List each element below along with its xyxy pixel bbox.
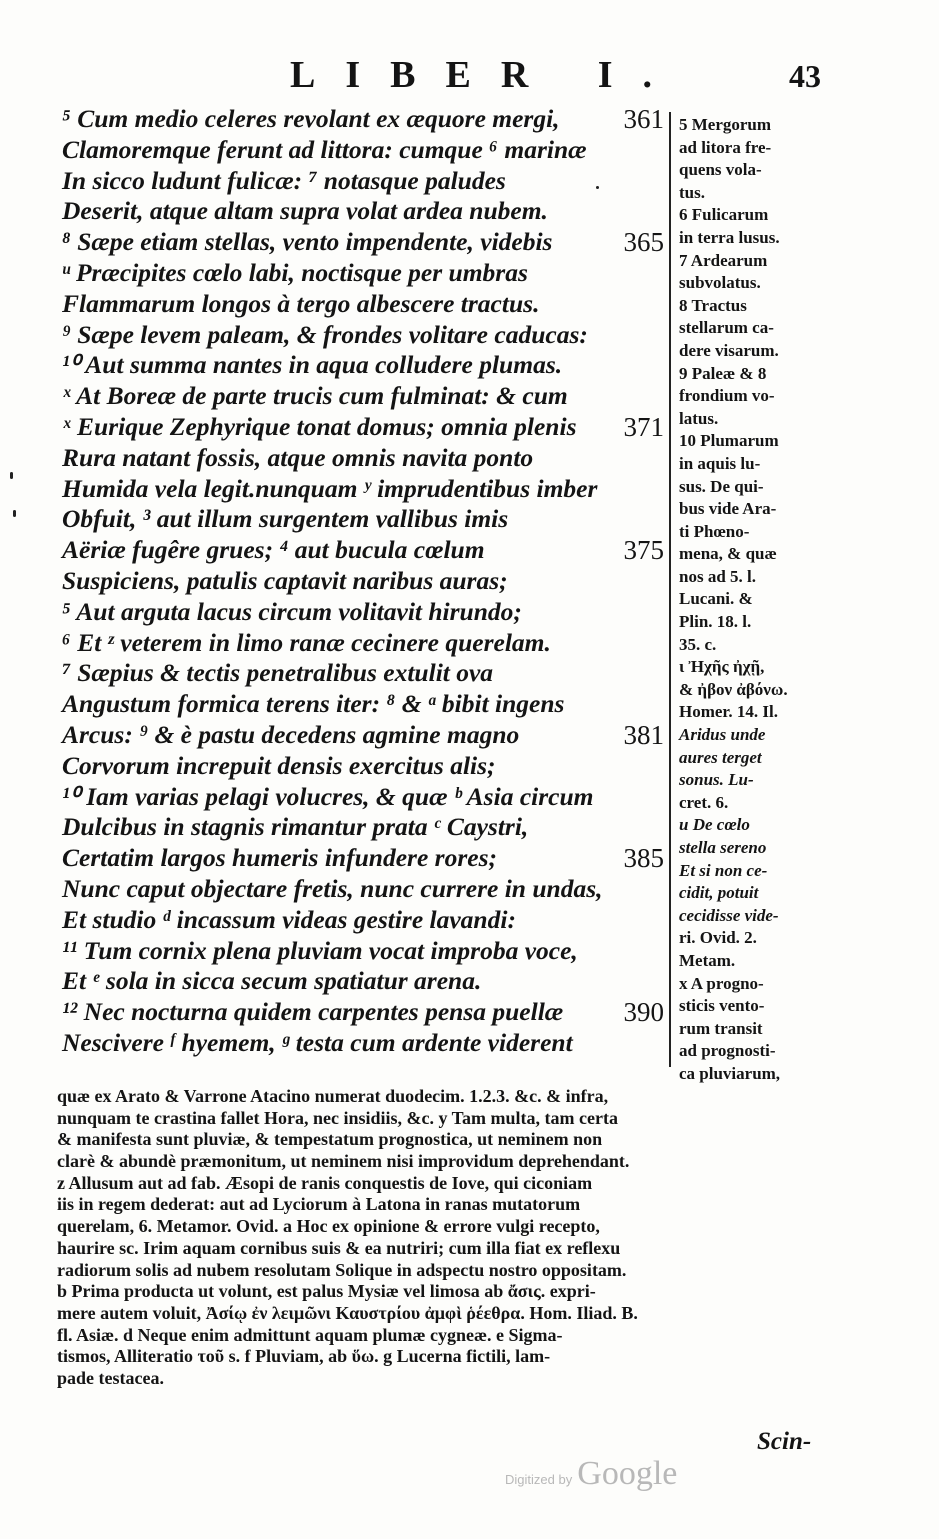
- running-title: LIBER I.: [290, 54, 683, 96]
- verse-line: [62, 412, 662, 443]
- margin-note-line: sus. De qui-: [679, 476, 764, 496]
- verse-number: 390: [623, 997, 664, 1028]
- verse-line: [62, 258, 662, 289]
- page-number: 43: [789, 58, 821, 94]
- verse-text: Obfuit, ³ aut illum surgentem vallibus imis: [62, 504, 509, 534]
- verse-text: Aëriæ fugêre grues; ⁴ aut bucula cœlum: [62, 535, 485, 565]
- footnote-line: nunquam te crastina fallet Hora, nec insidiis, &c. y Tam multa, tam certa: [57, 1107, 618, 1128]
- verse-text: Deserit, atque altam supra volat ardea nubem.: [62, 196, 548, 226]
- margin-note-line: ɩ Ἠχῆς ἠχῇ,: [679, 657, 765, 677]
- verse-line: [62, 812, 662, 843]
- margin-note-line: stellarum ca-: [679, 318, 774, 338]
- verse-text: ⁹ Sæpe levem paleam, & frondes volitare caducas:: [62, 319, 588, 349]
- verse-text: ˣ Eurique Zephyrique tonat domus; omnia plenis: [62, 411, 577, 441]
- verse-number: 371: [623, 411, 664, 442]
- margin-note-line: Homer. 14. Il.: [679, 702, 779, 722]
- footnote-line: radiorum solis ad nubem resolutam Solique in adspectu nostro oppositam.: [57, 1259, 627, 1280]
- watermark-brand: Google: [577, 1455, 678, 1492]
- margin-note-line: cret. 6.: [679, 792, 729, 812]
- margin-note-line: Metam.: [679, 950, 736, 970]
- verse-line: [62, 597, 662, 628]
- margin-note-line: bus vide Ara-: [679, 499, 777, 519]
- margin-note-line: 10 Plumarum: [679, 431, 779, 451]
- verse-text: Et studio ᵈ incassum videas gestire lavandi:: [62, 904, 516, 934]
- verse-text: Arcus: ⁹ & è pastu decedens agmine magno: [62, 719, 520, 749]
- verse-number: 385: [623, 843, 664, 874]
- margin-note-line: aures terget: [679, 747, 762, 767]
- ink-speck: [596, 186, 599, 189]
- verse-line: [62, 782, 662, 813]
- margin-note-line: x A progno-: [679, 973, 764, 993]
- margin-note-line: & ἠβον ἀβόνω.: [679, 679, 788, 699]
- verse-text: ⁸ Sæpe etiam stellas, vento impendente, videbis: [62, 227, 553, 257]
- verse-column: [62, 104, 662, 1059]
- digitization-watermark: [505, 1455, 677, 1493]
- verse-line: [62, 504, 662, 535]
- margin-note-line: tus.: [679, 182, 705, 202]
- verse-number: 381: [623, 719, 664, 750]
- margin-note-line: nos ad 5. l.: [679, 566, 756, 586]
- verse-text: Certatim largos humeris infundere rores;: [62, 843, 497, 873]
- footnote-line: pade testacea.: [57, 1367, 164, 1388]
- verse-line: [62, 966, 662, 997]
- verse-number: 361: [623, 104, 664, 134]
- margin-note-line: in aquis lu-: [679, 453, 761, 473]
- margin-note-line: sonus. Lu-: [679, 770, 754, 790]
- verse-line: [62, 1028, 662, 1059]
- margin-note-line: Lucani. &: [679, 589, 753, 609]
- verse-text: ˣ At Boreæ de parte trucis cum fulminat: & cum: [62, 381, 568, 411]
- footnote-line: fl. Asiæ. d Neque enim admittunt aquam plumæ cygneæ. e Sigma-: [57, 1324, 563, 1345]
- margin-note-line: Plin. 18. l.: [679, 612, 752, 632]
- verse-line: [62, 320, 662, 351]
- margin-note-line: ad prognosti-: [679, 1041, 776, 1061]
- column-divider: [669, 112, 671, 1067]
- margin-notes: [679, 114, 824, 1086]
- verse-line: [62, 104, 662, 135]
- margin-note-line: 7 Ardearum: [679, 250, 768, 270]
- verse-text: Humida vela legit.nunquam ʸ imprudentibus imber: [62, 473, 598, 503]
- verse-text: ⁷ Sæpius & tectis penetralibus extulit ova: [62, 658, 494, 688]
- verse-text: Nunc caput objectare fretis, nunc currere in undas,: [62, 873, 603, 903]
- verse-line: [62, 905, 662, 936]
- verse-number: 375: [623, 535, 664, 566]
- verse-line: [62, 689, 662, 720]
- margin-note-line: 9 Paleæ & 8: [679, 363, 767, 383]
- margin-note-line: frondium vo-: [679, 386, 775, 406]
- verse-text: ⁵ Aut arguta lacus circum volitavit hirundo;: [62, 596, 522, 626]
- verse-number: 365: [623, 227, 664, 258]
- page-header: [0, 50, 939, 100]
- footnote-line: b Prima producta ut volunt, est palus Mysiæ vel limosa ab ἄσις. expri-: [57, 1281, 596, 1302]
- margin-note-line: 8 Tractus: [679, 295, 747, 315]
- verse-line: [62, 566, 662, 597]
- verse-line: [62, 658, 662, 689]
- verse-text: Rura natant fossis, atque omnis navita ponto: [62, 442, 534, 472]
- margin-note-line: mena, & quæ: [679, 544, 777, 564]
- verse-text: Nescivere ᶠ hyemem, ᵍ testa cum ardente viderent: [62, 1027, 573, 1057]
- footnote-line: z Allusum aut ad fab. Æsopi de ranis conquestis de Iove, qui ciconiam: [57, 1172, 593, 1193]
- footnote-line: querelam, 6. Metamor. Ovid. a Hoc ex opinione & errore vulgi recepto,: [57, 1216, 600, 1237]
- verse-text: ¹⁰ Aut summa nantes in aqua colludere plumas.: [62, 350, 563, 380]
- verse-text: In sicco ludunt fulicæ: ⁷ notasque paludes: [62, 165, 506, 195]
- verse-text: Corvorum increpuit densis exercitus alis;: [62, 750, 496, 780]
- verse-text: ⁵ Cum medio celeres revolant ex æquore mergi,: [62, 104, 560, 133]
- verse-line: [62, 843, 662, 874]
- verse-text: Suspiciens, patulis captavit naribus auras;: [62, 565, 508, 595]
- watermark-prefix: Digitized by: [505, 1472, 573, 1487]
- margin-note-line: ti Phœno-: [679, 521, 750, 541]
- verse-line: [62, 628, 662, 659]
- margin-note-line: cecidisse vide-: [679, 905, 779, 925]
- verse-line: [62, 350, 662, 381]
- verse-text: Et ᵉ sola in sicca secum spatiatur arena.: [62, 966, 482, 996]
- verse-line: [62, 135, 662, 166]
- margin-note-line: 5 Mergorum: [679, 115, 772, 134]
- ink-speck: [10, 472, 13, 479]
- verse-text: Dulcibus in stagnis rimantur prata ᶜ Caystri,: [62, 812, 529, 842]
- footnotes: [57, 1086, 817, 1390]
- verse-text: ¹⁰ Iam varias pelagi volucres, & quæ ᵇ Asia circum: [62, 781, 594, 811]
- margin-note-line: ri. Ovid. 2.: [679, 928, 757, 948]
- verse-line: [62, 166, 662, 197]
- margin-note-line: rum transit: [679, 1018, 763, 1038]
- margin-note-line: 6 Fulicarum: [679, 205, 769, 225]
- catchword: Scin-: [757, 1428, 812, 1455]
- footnote-line: iis in regem dederat: aut ad Lyciorum à Latona in ranas mutatorum: [57, 1194, 581, 1215]
- verse-line: [62, 196, 662, 227]
- verse-text: ᵘ Præcipites cœlo labi, noctisque per umbras: [62, 257, 528, 287]
- margin-note-line: in terra lusus.: [679, 227, 780, 247]
- ink-speck: [13, 510, 16, 517]
- footnote-line: clarè & abundè præmonitum, ut neminem nisi improvidum deprehendant.: [57, 1151, 630, 1172]
- margin-note-line: subvolatus.: [679, 273, 761, 293]
- verse-text: ¹¹ Tum cornix plena pluviam vocat improba voce,: [62, 935, 578, 965]
- margin-note-line: cidit, potuit: [679, 883, 759, 903]
- verse-line: [62, 720, 662, 751]
- verse-text: Clamoremque ferunt ad littora: cumque ⁶ marinæ: [62, 134, 587, 164]
- footnote-line: & manifesta sunt pluviæ, & tempestatum prognostica, ut neminem non: [57, 1129, 603, 1150]
- footnote-line: mere autem voluit, Ἀσίῳ ἐν λειμῶνι Καυστρίου ἀμφὶ ῥέεθρα. Hom. Iliad. B.: [57, 1302, 638, 1323]
- verse-text: ¹² Nec nocturna quidem carpentes pensa puellæ: [62, 997, 564, 1027]
- margin-note-line: u De cœlo: [679, 815, 750, 835]
- verse-line: [62, 997, 662, 1028]
- verse-line: [62, 474, 662, 505]
- margin-note-line: dere visarum.: [679, 340, 779, 360]
- margin-note-line: stella sereno: [679, 838, 767, 857]
- margin-note-line: 35. c.: [679, 634, 717, 654]
- margin-note-line: quens vola-: [679, 160, 762, 180]
- verse-text: ⁶ Et ᶻ veterem in limo ranæ cecinere querelam.: [62, 627, 551, 657]
- margin-note-line: ca pluviarum,: [679, 1063, 781, 1083]
- margin-note-line: Et si non ce-: [679, 860, 768, 880]
- margin-note-line: Aridus unde: [679, 725, 766, 745]
- margin-note-line: ad litora fre-: [679, 137, 772, 157]
- footnote-line: tismos, Alliteratio τοῦ s. f Pluviam, ab ὕω. g Lucerna fictili, lam-: [57, 1346, 551, 1367]
- verse-line: [62, 936, 662, 967]
- verse-text: Flammarum longos à tergo albescere tractus.: [62, 288, 540, 318]
- verse-line: [62, 874, 662, 905]
- verse-line: [62, 535, 662, 566]
- verse-line: [62, 227, 662, 258]
- footnote-line: haurire sc. Irim aquam cornibus suis & ea nutriri; cum illa fiat ex reflexu: [57, 1237, 621, 1258]
- verse-text: Angustum formica terens iter: ⁸ & ᵃ bibit ingens: [62, 689, 565, 719]
- verse-line: [62, 751, 662, 782]
- verse-line: [62, 443, 662, 474]
- margin-note-line: sticis vento-: [679, 996, 765, 1016]
- verse-line: [62, 381, 662, 412]
- verse-line: [62, 289, 662, 320]
- margin-note-line: latus.: [679, 408, 719, 428]
- footnote-line: quæ ex Arato & Varrone Atacino numerat duodecim. 1.2.3. &c. & infra,: [57, 1086, 609, 1106]
